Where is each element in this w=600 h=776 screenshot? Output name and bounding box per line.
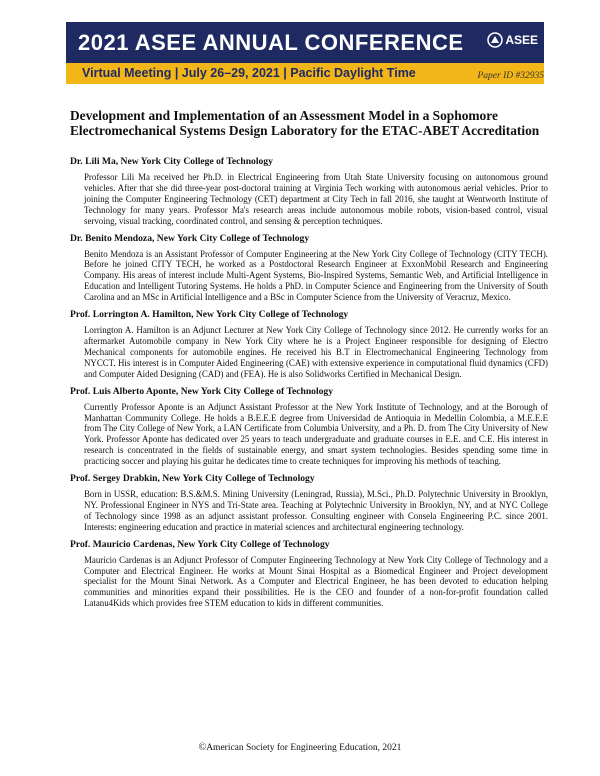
author-heading: Dr. Benito Mendoza, New York City College of Technology — [70, 232, 310, 244]
paper-title: Development and Implementation of an Assessment Model in a Sophomore Electromechanical Systems Design Laboratory for the ETAC-ABET Accreditation — [70, 108, 540, 138]
author-section — [70, 539, 548, 610]
banner-subtitle-bar — [66, 63, 544, 84]
banner-title: 2021 ASEE ANNUAL CONFERENCE — [78, 30, 464, 55]
author-heading: Prof. Mauricio Cardenas, New York City College of Technology — [70, 538, 330, 550]
asee-logo — [487, 32, 538, 48]
author-heading: Dr. Lili Ma, New York City College of Technology — [70, 156, 273, 167]
author-section — [70, 156, 548, 227]
author-heading: Prof. Luis Alberto Aponte, New York City College of Technology — [70, 385, 334, 397]
page-footer — [0, 742, 600, 753]
author-section — [70, 233, 548, 304]
author-heading: Prof. Sergey Drabkin, New York City College of Technology — [70, 473, 315, 485]
author-bio: Born in USSR, education: B.S.&M.S. Mining University (Leningrad, Russia), M.Sci., Ph.D. Polytechnic University in Brooklyn, NY. Professional Engineer in NYS and Tri-State area. Teaching at Polytechnic University in Brooklyn, NY, and at NYC College of Technology since 1998 as an adjunct assistant professor. Consulting engineer with Consela Engineering P.C. since 2001. Interests: engineering education and practice in material sciences and architectural engineering technology. — [84, 489, 548, 532]
author-bio: Mauricio Cardenas is an Adjunct Professor of Computer Engineering Technology at New York City College of Technology and a Computer and Electrical Engineer. He works at Mount Sinai Hospital as a Biomedical Engineer and Project development specialist for the Mount Sinai Network. As a Computer and Electrical Engineer, he has been devoted to education helping communities and minorities expand their possibilities. He is the CEO and founder of a non-for-profit foundation called Latanu4Kids which provides free STEM education to kids in different communities. — [84, 554, 548, 609]
logo-text: ASEE — [505, 33, 538, 47]
author-heading: Prof. Lorrington A. Hamilton, New York City College of Technology — [70, 309, 349, 321]
author-bio: Benito Mendoza is an Assistant Professor of Computer Engineering at the New York City College of Technology (CITY TECH). Before he joined CITY TECH, he worked as a Postdoctoral Research Engineer at ExxonMobil Research and Engineering Company. His areas of interest include Multi-Agent Systems, Bio-Inspired Systems, Semantic Web, and Artificial Intelligence in Education and Intelligent Tutoring Systems. He holds a PhD. in Computer Science and Engineering from the University of South Carolina and an MSc in Artificial Intelligence and a BSc in Computer Science from the University of Veracruz, Mexico. — [84, 248, 548, 303]
copyright-symbol: © — [198, 742, 207, 753]
author-section — [70, 473, 548, 533]
author-bios — [70, 156, 548, 615]
author-section — [70, 386, 548, 467]
author-section — [70, 309, 548, 380]
conference-banner — [66, 22, 544, 84]
author-bio: Lorrington A. Hamilton is an Adjunct Lecturer at New York City College of Technology since 2012. He currently works for an aftermarket Automobile company in New York City where he is a Project Engineer responsible for designing of Electro Mechanical components for automobile engines. He received his B.T in Electromechanical Engineering Technology from NYCCT. His interest is in Computer Aided Engineering (CAE) with extensive experience in computational fluid dynamics (CFD) and Computer Aided Designing (CAD) and (FEA). He is also Solidworks Certified in Mechanical Design. — [84, 325, 548, 379]
author-bio: Currently Professor Aponte is an Adjunct Assistant Professor at the New York Institute of Technology, and at the Borough of Manhattan Community College. He holds a B.E.E.E degree from Universidad de Antioquia in Medellin Colombia, a M.E.E.E from The City College of New York, a LAN Certificate from Columbia University, and a Ph. D. from The City University of New York. Professor Aponte has dedicated over 25 years to teach undergraduate and graduate courses in E.E. and C.E. His interest in research is concentrated in the fields of sustainable energy, and smart system technologies. Besides spending some time in practicing soccer and playing his guitar he dedicates time to create techniques for improving his methods of teaching. — [84, 401, 548, 467]
banner-title-bar — [66, 22, 544, 63]
asee-logo-icon — [487, 32, 503, 48]
paper-id: Paper ID #32935 — [477, 71, 544, 81]
banner-subtitle: Virtual Meeting | July 26–29, 2021 | Pacific Daylight Time — [82, 66, 416, 80]
author-bio: Professor Lili Ma received her Ph.D. in Electrical Engineering from Utah State University focusing on autonomous ground vehicles. After that she did three-year post-doctoral training at Virginia Tech working with autonomous aerial vehicles. Prior to joining the Computer Engineering Technology (CET) department at City Tech in fall 2016, she taught at Wentworth Institute of Technology for many years. Professor Ma's research areas include autonomous mobile robots, vision-based control, visual servoing, visual tracking, coordinated control, and sensing & perception techniques. — [84, 172, 548, 226]
footer-text: American Society for Engineering Education, 2021 — [206, 743, 402, 753]
